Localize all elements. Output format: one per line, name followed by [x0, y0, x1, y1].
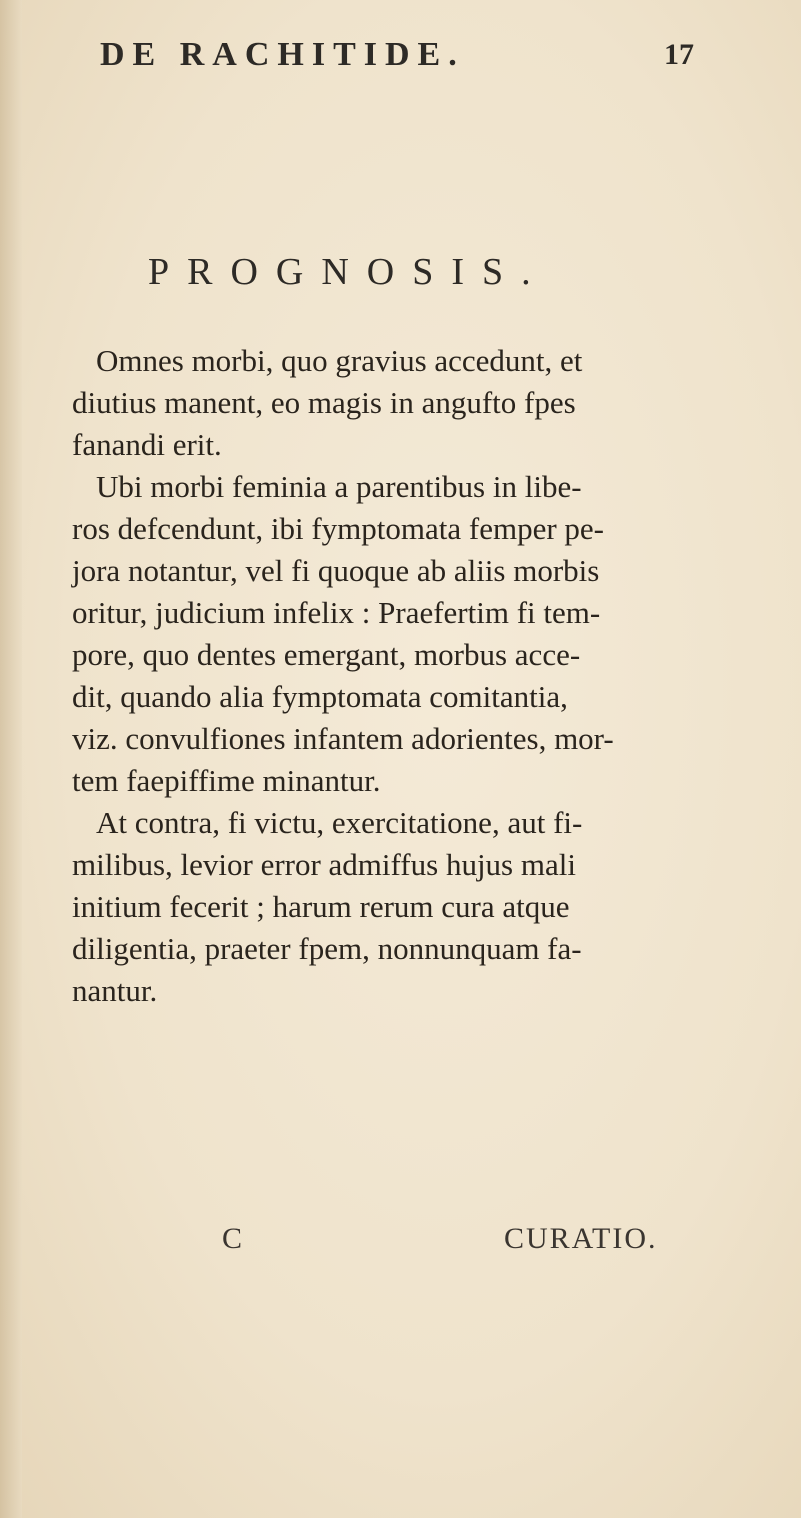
text-line: ros defcendunt, ibi fymptomata femper pe-	[72, 511, 604, 546]
text-line: viz. convulfiones infantem adorientes, mor-	[72, 721, 614, 756]
signature-mark: C	[222, 1222, 243, 1255]
text-line: nantur.	[72, 973, 158, 1008]
text-line: jora notantur, vel fi quoque ab aliis morbis	[72, 553, 600, 588]
text-line: dit, quando alia fymptomata comitantia,	[72, 679, 568, 714]
text-line: diutius manent, eo magis in angufto fpes	[72, 385, 576, 420]
text-line: At contra, fi victu, exercitatione, aut fi-	[96, 805, 583, 840]
body-text	[72, 340, 732, 1012]
text-line: oritur, judicium infelix : Praefertim fi tem-	[72, 595, 601, 630]
paragraph-2	[72, 466, 732, 802]
text-line: Ubi morbi feminia a parentibus in libe-	[96, 469, 582, 504]
paragraph-1	[72, 340, 732, 466]
text-line: initium fecerit ; harum rerum cura atque	[72, 889, 570, 924]
text-line: Omnes morbi, quo gravius accedunt, et	[96, 343, 583, 378]
paragraph-3	[72, 802, 732, 1012]
text-line: milibus, levior error admiffus hujus mali	[72, 847, 576, 882]
catchword: CURATIO.	[504, 1222, 658, 1255]
running-head: DE RACHITIDE.	[100, 36, 465, 73]
page-number: 17	[664, 38, 694, 71]
page-gutter-edge	[0, 0, 22, 1518]
text-line: pore, quo dentes emergant, morbus acce-	[72, 637, 581, 672]
text-line: diligentia, praeter fpem, nonnunquam fa-	[72, 931, 582, 966]
text-line: fanandi erit.	[72, 427, 222, 462]
text-line: tem faepiffime minantur.	[72, 763, 381, 798]
section-title: PROGNOSIS.	[148, 251, 549, 293]
